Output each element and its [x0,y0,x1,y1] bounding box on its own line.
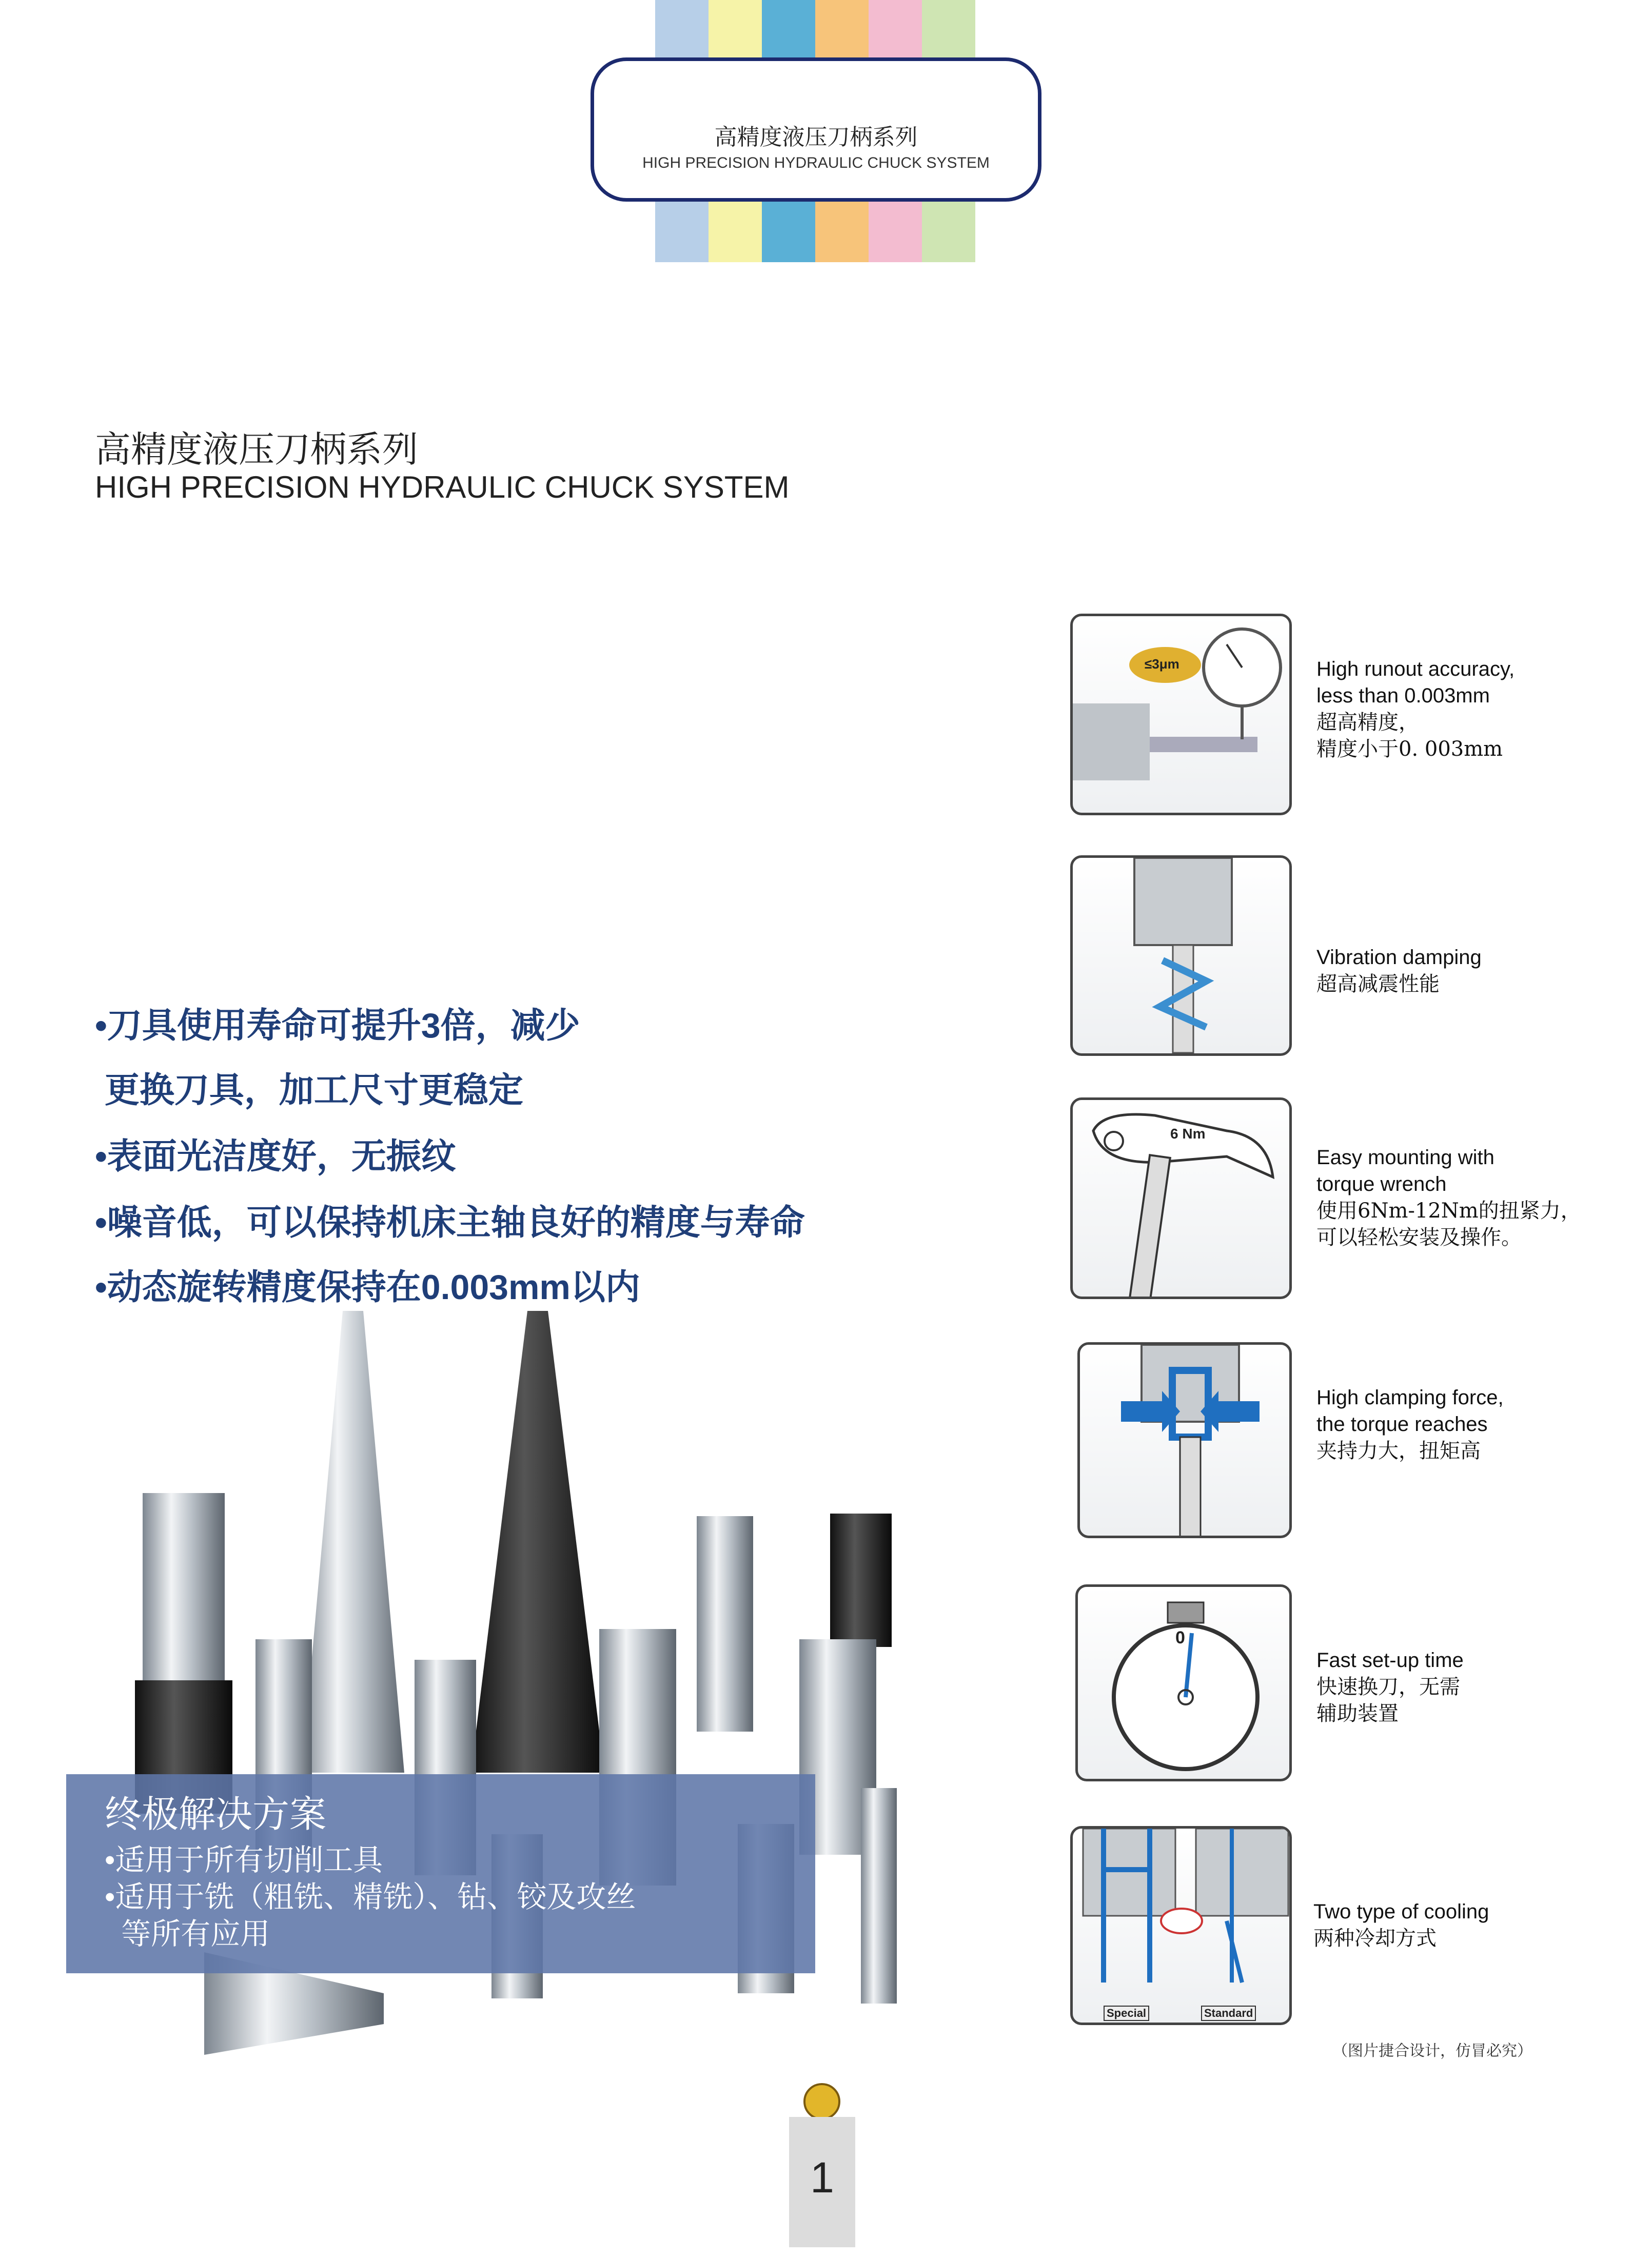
feature-en: Two type of cooling [1313,1900,1489,1923]
feature-en: Easy mounting with [1316,1146,1494,1169]
runout-badge: ≤3μm [1145,656,1179,672]
section-title-en: HIGH PRECISION HYDRAULIC CHUCK SYSTEM [95,470,790,504]
cooling-label-special: Special [1104,2006,1149,2021]
feature-en: torque wrench [1316,1173,1447,1195]
vibration-damping-icon [1070,855,1292,1056]
feature-runout-text [1316,656,1515,762]
feature-en: Fast set-up time [1316,1649,1464,1672]
feature-cn: 超高精度， [1316,711,1419,734]
benefit-bullet: •动态旋转精度保持在0.003mm以内 [95,1268,640,1307]
overlay-line: •适用于铣（粗铣、精铣）、钻、铰及攻丝 [105,1880,636,1914]
setup-dial-icon [1075,1584,1292,1781]
feature-en: High runout accuracy, [1316,658,1515,680]
feature-cn: 辅助装置 [1316,1702,1399,1725]
torque-wrench-icon [1070,1097,1292,1299]
feature-cn: 超高减震性能 [1316,972,1440,996]
dial-zero: 0 [1175,1628,1185,1647]
runout-gauge-icon [1070,614,1292,815]
benefit-bullet: •表面光洁度好，无振纹 [95,1137,456,1176]
feature-cooling-text [1313,1898,1489,1952]
solution-overlay [66,1774,815,1973]
feature-torque-text [1316,1144,1581,1251]
overlay-line: •适用于所有切削工具 [105,1843,383,1877]
benefit-bullet: 更换刀具，加工尺寸更稳定 [95,1071,523,1110]
page-number: 1 [789,2117,855,2247]
copyright-footnote: （图片捷合设计，仿冒必究） [1332,2043,1532,2059]
feature-cn: 两种冷却方式 [1313,1927,1437,1950]
torque-badge: 6 Nm [1170,1126,1206,1142]
feature-en: High clamping force, [1316,1386,1504,1409]
section-title-cn: 高精度液压刀柄系列 [95,429,418,469]
feature-cn: 可以轻松安装及操作。 [1316,1226,1522,1249]
feature-cn: 夹持力大，扭矩高 [1316,1439,1481,1463]
feature-en: the torque reaches [1316,1413,1488,1436]
feature-setup-text [1316,1647,1464,1727]
header-title-en: HIGH PRECISION HYDRAULIC CHUCK SYSTEM [642,154,990,171]
cooling-label-standard: Standard [1201,2006,1256,2021]
feature-en: Vibration damping [1316,946,1482,969]
feature-en: less than 0.003mm [1316,684,1490,707]
header-title-box [591,57,1041,202]
header-title-cn: 高精度液压刀柄系列 [714,125,918,150]
feature-vibration-text [1316,944,1482,997]
feature-cn: 精度小于0. 003mm [1316,737,1503,761]
feature-cn: 使用6Nm-12Nm的扭紧力， [1316,1199,1581,1223]
cooling-icon [1070,1826,1292,2025]
overlay-line: 等所有应用 [105,1917,270,1951]
benefit-bullet: •噪音低，可以保持机床主轴良好的精度与寿命 [95,1203,805,1242]
overlay-title: 终极解决方案 [105,1794,327,1835]
clamping-force-icon [1077,1342,1292,1538]
benefit-bullet: •刀具使用寿命可提升3倍，减少 [95,1006,580,1045]
feature-clamping-text [1316,1384,1504,1464]
feature-cn: 快速换刀，无需 [1316,1675,1460,1699]
